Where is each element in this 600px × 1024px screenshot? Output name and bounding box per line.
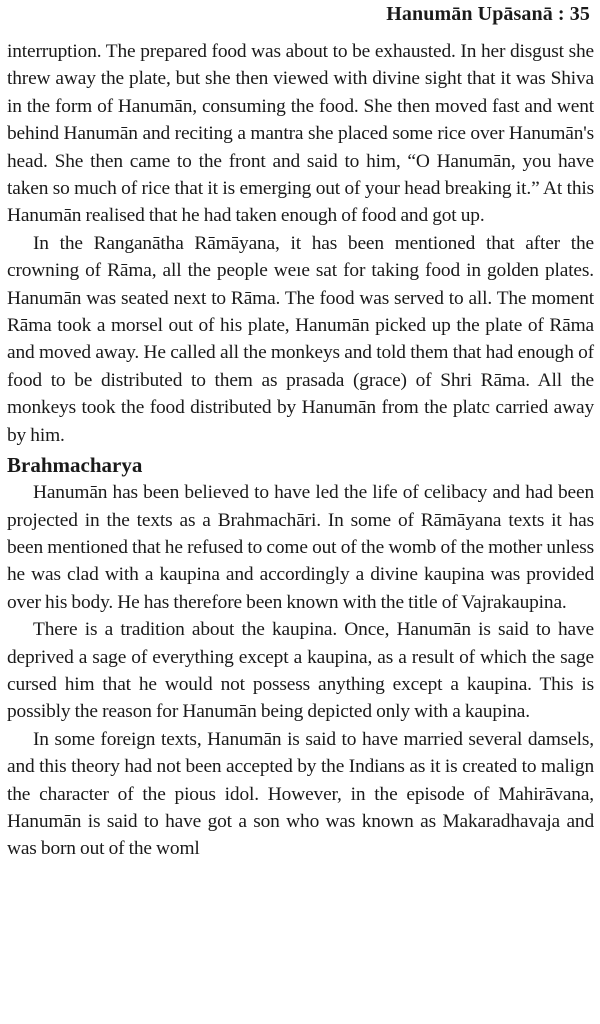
running-head <box>386 1 590 27</box>
running-head-separator: : <box>552 3 570 25</box>
paragraph: In the Ranganātha Rāmāyana, it has been mentioned that after the crowning of Rāma, all the people weıe sat for taking food in golden plates. Hanumān was seated next to Rāma. The food was served to all. The moment Rāma took a morsel out of his plate, Hanumān picked up the plate of Rāma and moved away. He called all the monkeys and told them that had enough of food to be distributed to them as prasada (grace) of Shri Rāma. All the monkeys took the food distributed by Hanumān from the platc carried away by him. <box>7 232 594 446</box>
body-text <box>7 38 594 863</box>
paragraph: In some foreign texts, Hanumān is said to have married several damsels, and this theory had not been accepted by the Indians as it is created to malign the character of the pious idol. However, in the episode of Mahirāvana, Hanumān is said to have got a son who was known as Makaradhavaja and was born out of the woml <box>7 728 594 860</box>
page-number: 35 <box>569 3 590 25</box>
section-heading: Brahmacharya <box>7 453 143 478</box>
running-head-title: Hanumān Upāsanā <box>386 3 553 25</box>
paragraph: There is a tradition about the kaupina. Once, Hanumān is said to have deprived a sage of everything except a kaupina, as a result of which the sage cursed him that he would not possess anything except a kaupina. This is possibly the reason for Hanumān being depicted only with a kaupina. <box>7 619 594 723</box>
paragraph: interruption. The prepared food was about to be exhausted. In her disgust she threw away the plate, but she then viewed with divine sight that it was Shiva in the form of Hanumān, consuming the food. She then moved fast and went behind Hanumān and reciting a mantra she placed some rice over Hanumān's head. She then came to the front and said to him, “O Hanumān, you have taken so much of rice that it is emerging out of your head breaking it.” At this Hanumān realised that he had taken enough of food and got up. <box>7 41 594 227</box>
paragraph: Hanumān has been believed to have led the life of celibacy and had been projected in the texts as a Brahmachāri. In some of Rāmāyana texts it has been mentioned that he refused to come out of the womb of the mother unless he was clad with a kaupina and accordingly a divine kaupina was provided over his body. He has therefore been known with the title of Vajrakaupina. <box>7 482 594 613</box>
